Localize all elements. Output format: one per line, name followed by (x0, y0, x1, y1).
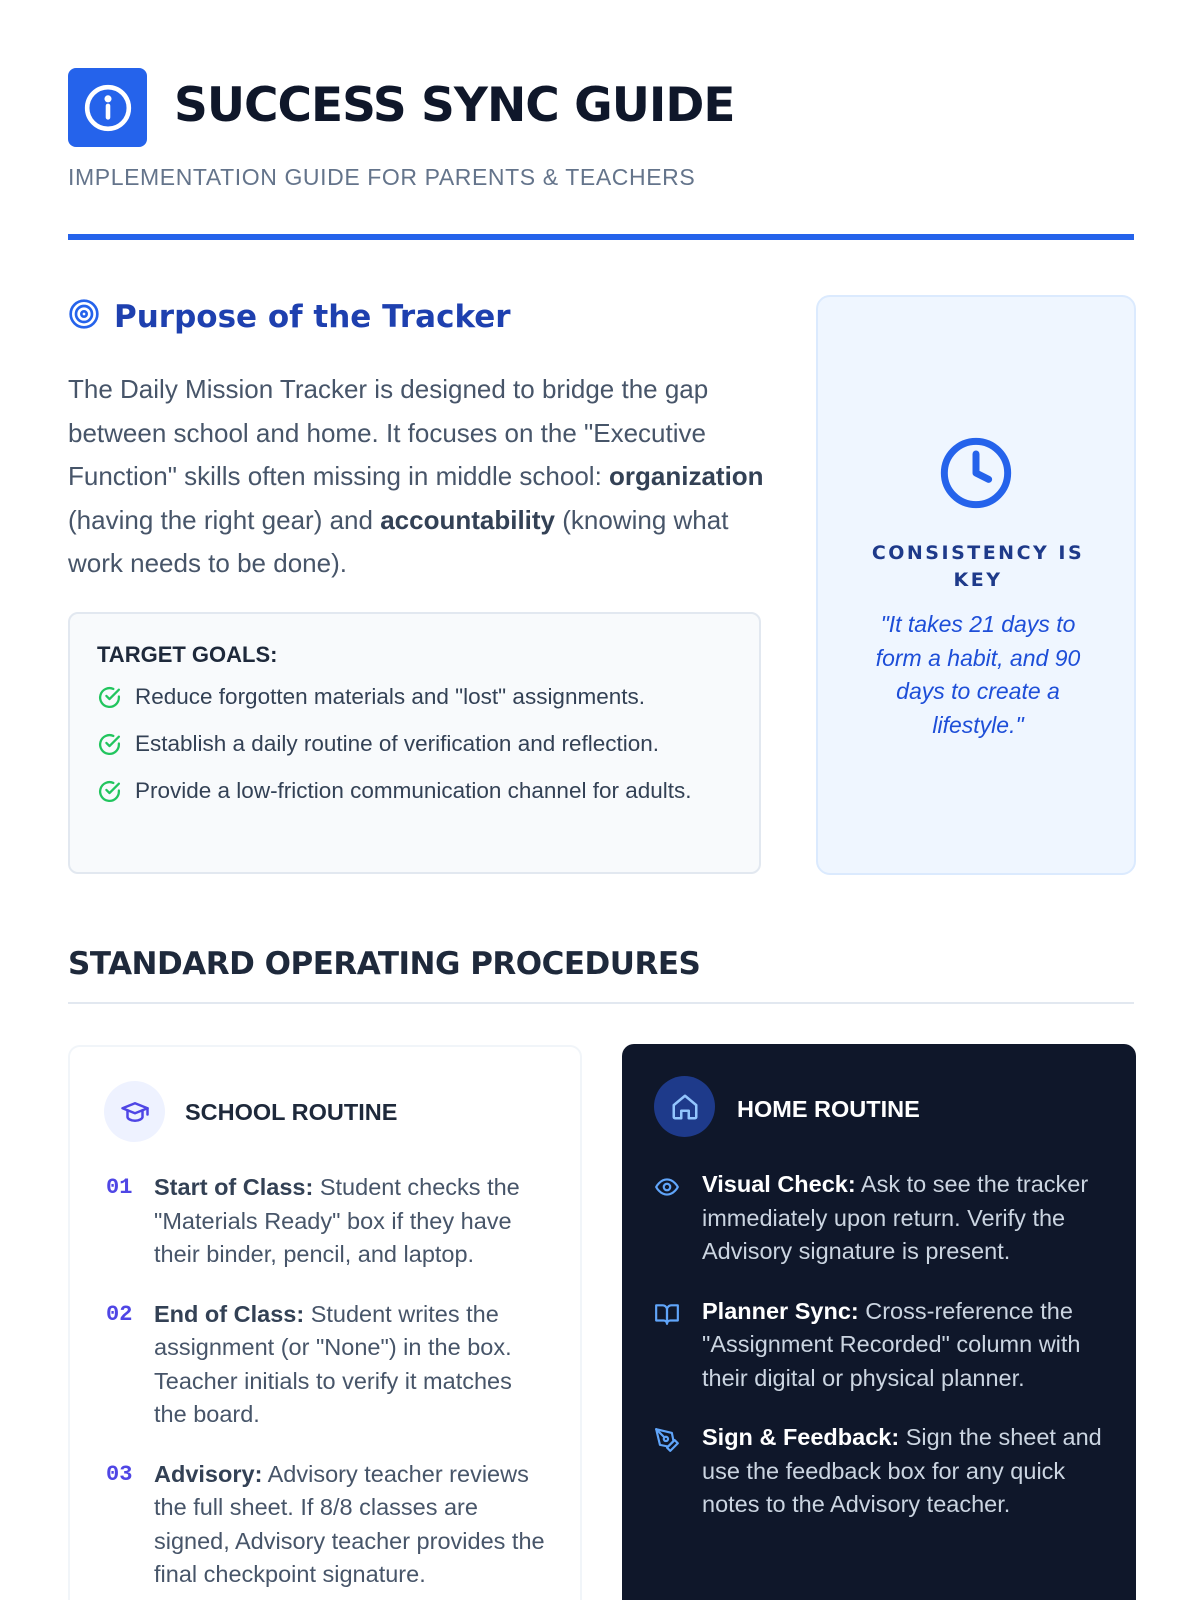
keyword-organization: organization (609, 461, 764, 491)
keyword-accountability: accountability (380, 504, 556, 535)
check-circle-icon (97, 779, 122, 804)
clock-icon (938, 435, 1014, 516)
school-steps-list (106, 1171, 546, 1600)
school-step (106, 1458, 546, 1592)
target-goals-box (68, 612, 761, 874)
home-steps-list (654, 1168, 1104, 1548)
home-routine-title: HOME ROUTINE (737, 1096, 920, 1122)
sop-title: STANDARD OPERATING PROCEDURES (68, 946, 701, 982)
school-step (106, 1298, 546, 1432)
home-step (654, 1168, 1104, 1269)
home-step-text: Sign & Feedback: Sign the sheet and use the feedback box for any quick notes to the Advisory teacher. (702, 1424, 1102, 1517)
school-routine-card (68, 1045, 582, 1600)
consistency-heading: CONSISTENCY IS KEY (871, 542, 1085, 591)
step-number: 01 (106, 1175, 133, 1200)
graduation-cap-icon (104, 1081, 165, 1142)
check-circle-icon (97, 732, 122, 757)
target-goals-heading: TARGET GOALS: (97, 642, 278, 667)
home-step-text: Planner Sync: Cross-reference the "Assignment Recorded" column with their digital or physical planner. (702, 1297, 1081, 1391)
purpose-heading: Purpose of the Tracker (114, 298, 511, 335)
eye-icon (654, 1168, 702, 1205)
home-step-text: Visual Check: Ask to see the tracker immediately upon return. Verify the Advisory signature is present. (702, 1171, 1089, 1264)
goal-item: Establish a daily routine of verification and reflection. (97, 727, 732, 760)
consistency-quote: "It takes 21 days to form a habit, and 90 days to create a lifestyle." (875, 611, 1081, 738)
home-step (654, 1295, 1104, 1396)
purpose-heading-row (68, 298, 511, 335)
goal-item: Reduce forgotten materials and "lost" assignments. (97, 680, 732, 713)
step-text: Advisory: Advisory teacher reviews the full sheet. If 8/8 classes are signed, Advisory teacher provides the final checkpoint signature. (154, 1460, 545, 1587)
pen-icon (654, 1421, 702, 1458)
goal-item: Provide a low-friction communication channel for adults. (97, 774, 732, 807)
check-circle-icon (97, 685, 122, 710)
sop-divider (68, 1002, 1134, 1004)
step-number: 03 (106, 1461, 133, 1487)
school-step (106, 1171, 546, 1272)
purpose-intro: The Daily Mission Tracker is designed to bridge the gap between school and home. It focuses on the "Executive Function" skills often missing in middle school: organization (having the right gear) and accountability (knowing what work needs to be done). (68, 374, 764, 578)
page-subtitle: IMPLEMENTATION GUIDE FOR PARENTS & TEACHERS (68, 164, 696, 190)
page-title: SUCCESS SYNC GUIDE (174, 78, 735, 133)
target-icon (68, 298, 100, 335)
consistency-card (816, 295, 1136, 875)
step-text: Start of Class: Student checks the "Materials Ready" box if they have their binder, pencil, and laptop. (154, 1174, 520, 1267)
step-text: End of Class: Student writes the assignment (or "None") in the box. Teacher initials to verify it matches the board. (154, 1300, 512, 1427)
home-icon (654, 1076, 715, 1137)
book-open-icon (654, 1295, 702, 1332)
home-step (654, 1421, 1104, 1522)
step-number: 02 (106, 1301, 133, 1327)
info-icon (68, 68, 147, 147)
home-routine-card (622, 1044, 1136, 1600)
header-divider (68, 234, 1134, 240)
school-routine-title: SCHOOL ROUTINE (185, 1099, 398, 1125)
